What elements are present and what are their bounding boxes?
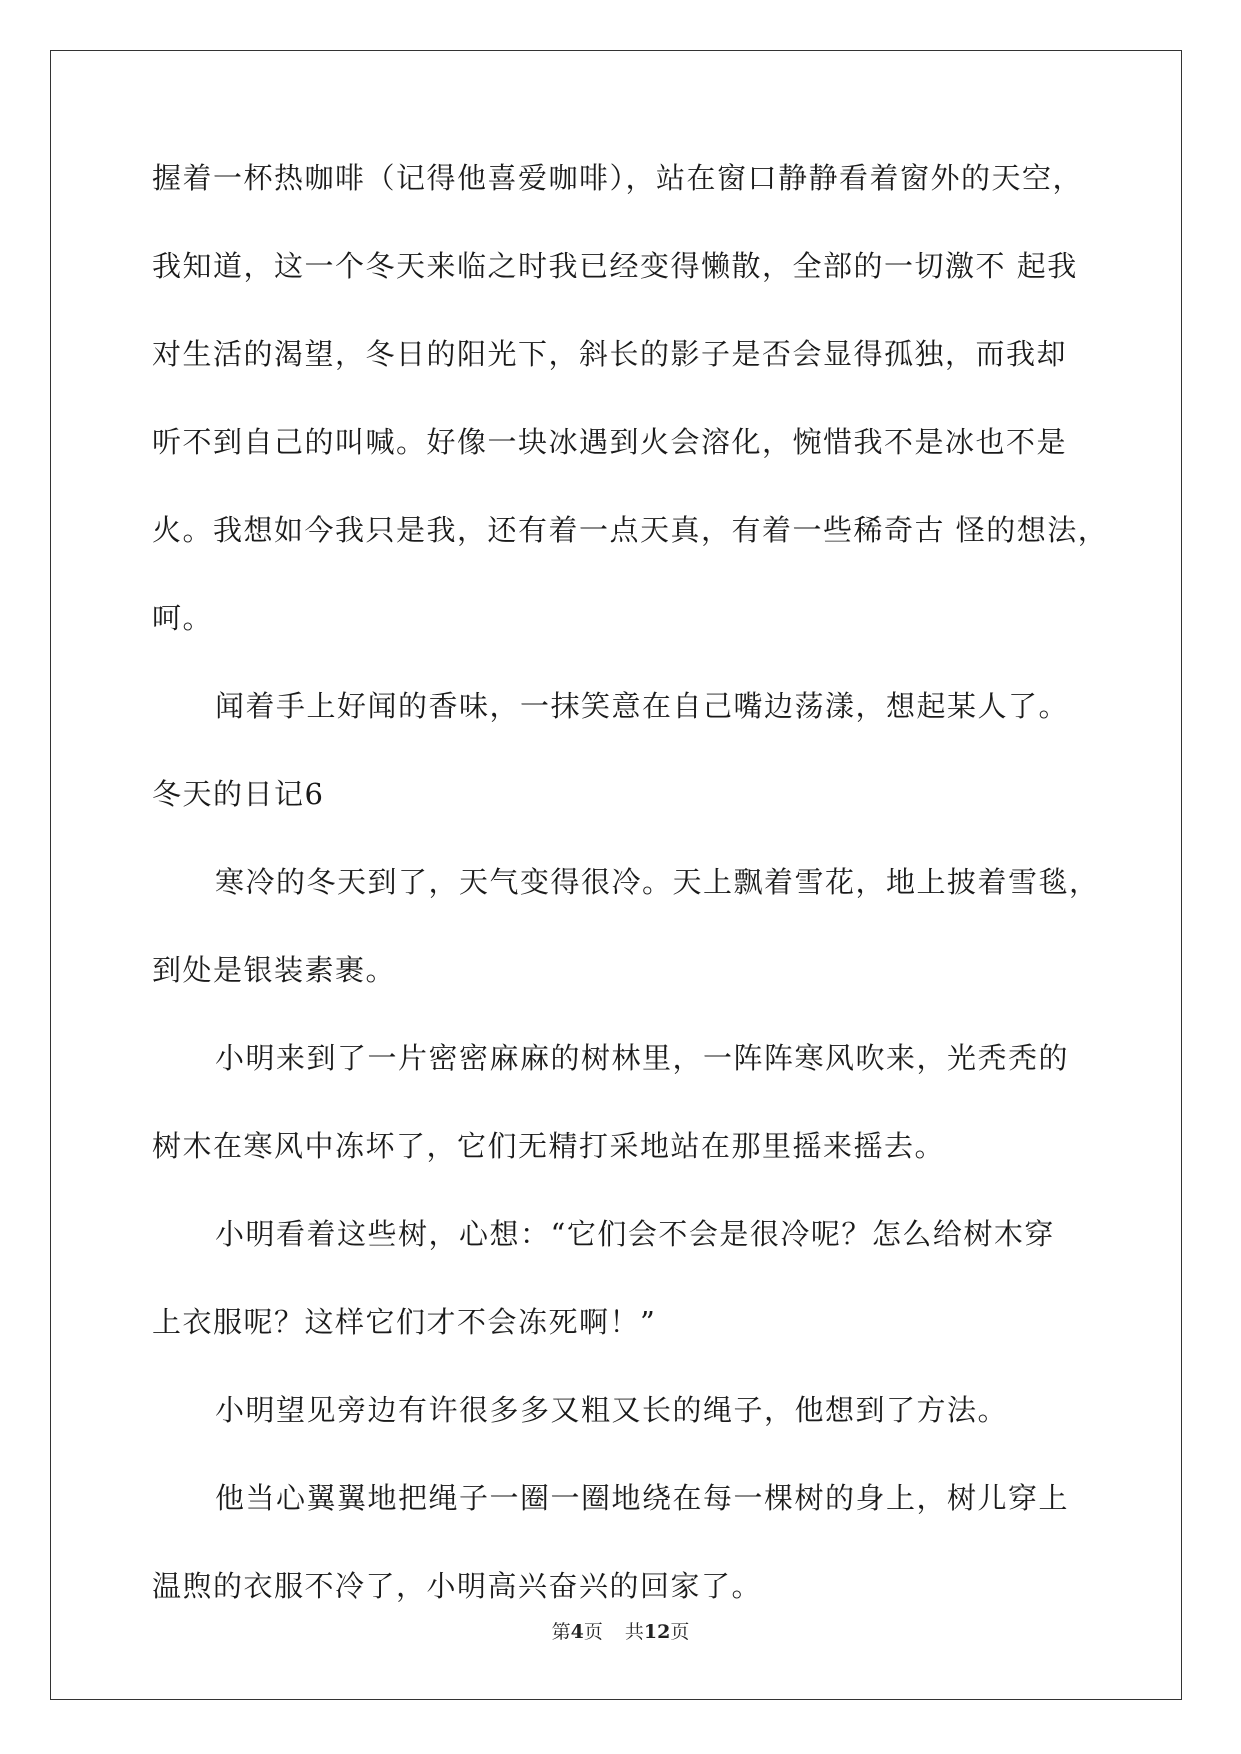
text-line: 火。我想如今我只是我，还有着一点天真，有着一些稀奇古 怪的想法， — [152, 513, 1109, 547]
section-heading: 冬天的日记6 — [152, 777, 325, 811]
text-line: 小明望见旁边有许很多多又粗又长的绳子，他想到了方法。 — [215, 1393, 1009, 1427]
page-label-prefix: 第 — [551, 1621, 571, 1643]
total-label-prefix: 共 — [624, 1621, 644, 1643]
text-line: 上衣服呢？这样它们才不会冻死啊！” — [152, 1305, 657, 1339]
total-label-suffix: 页 — [670, 1621, 690, 1643]
text-line: 闻着手上好闻的香味，一抹笑意在自己嘴边荡漾，想起某人了。 — [215, 689, 1070, 723]
page-label-suffix: 页 — [583, 1621, 603, 1643]
text-line: 对生活的渴望，冬日的阳光下，斜长的影子是否会显得孤独，而我却 — [152, 337, 1068, 371]
total-page-count: 12 — [643, 1621, 671, 1643]
text-line: 寒冷的冬天到了，天气变得很冷。天上飘着雪花，地上披着雪毯， — [215, 865, 1100, 899]
text-line: 小明来到了一片密密麻麻的树林里，一阵阵寒风吹来，光秃秃的 — [215, 1041, 1070, 1075]
text-line: 温煦的衣服不冷了，小明高兴奋兴的回家了。 — [152, 1569, 763, 1603]
text-line: 树木在寒风中冻坏了，它们无精打采地站在那里摇来摇去。 — [152, 1129, 946, 1163]
document-body — [152, 158, 1109, 1654]
text-line: 他当心翼翼地把绳子一圈一圈地绕在每一棵树的身上，树儿穿上 — [215, 1481, 1070, 1515]
text-line: 我知道，这一个冬天来临之时我已经变得懒散，全部的一切激不 起我 — [152, 249, 1078, 283]
current-page-number: 4 — [570, 1621, 584, 1643]
text-line: 听不到自己的叫喊。好像一块冰遇到火会溶化，惋惜我不是冰也不是 — [152, 425, 1068, 459]
text-line: 小明看着这些树，心想：“它们会不会是很冷呢？怎么给树木穿 — [215, 1217, 1055, 1251]
text-line: 呵。 — [152, 601, 214, 635]
page-footer — [0, 1620, 1241, 1644]
text-line: 握着一杯热咖啡（记得他喜爱咖啡），站在窗口静静看着窗外的天空， — [152, 161, 1084, 195]
text-line: 到处是银装素裹。 — [152, 953, 397, 987]
